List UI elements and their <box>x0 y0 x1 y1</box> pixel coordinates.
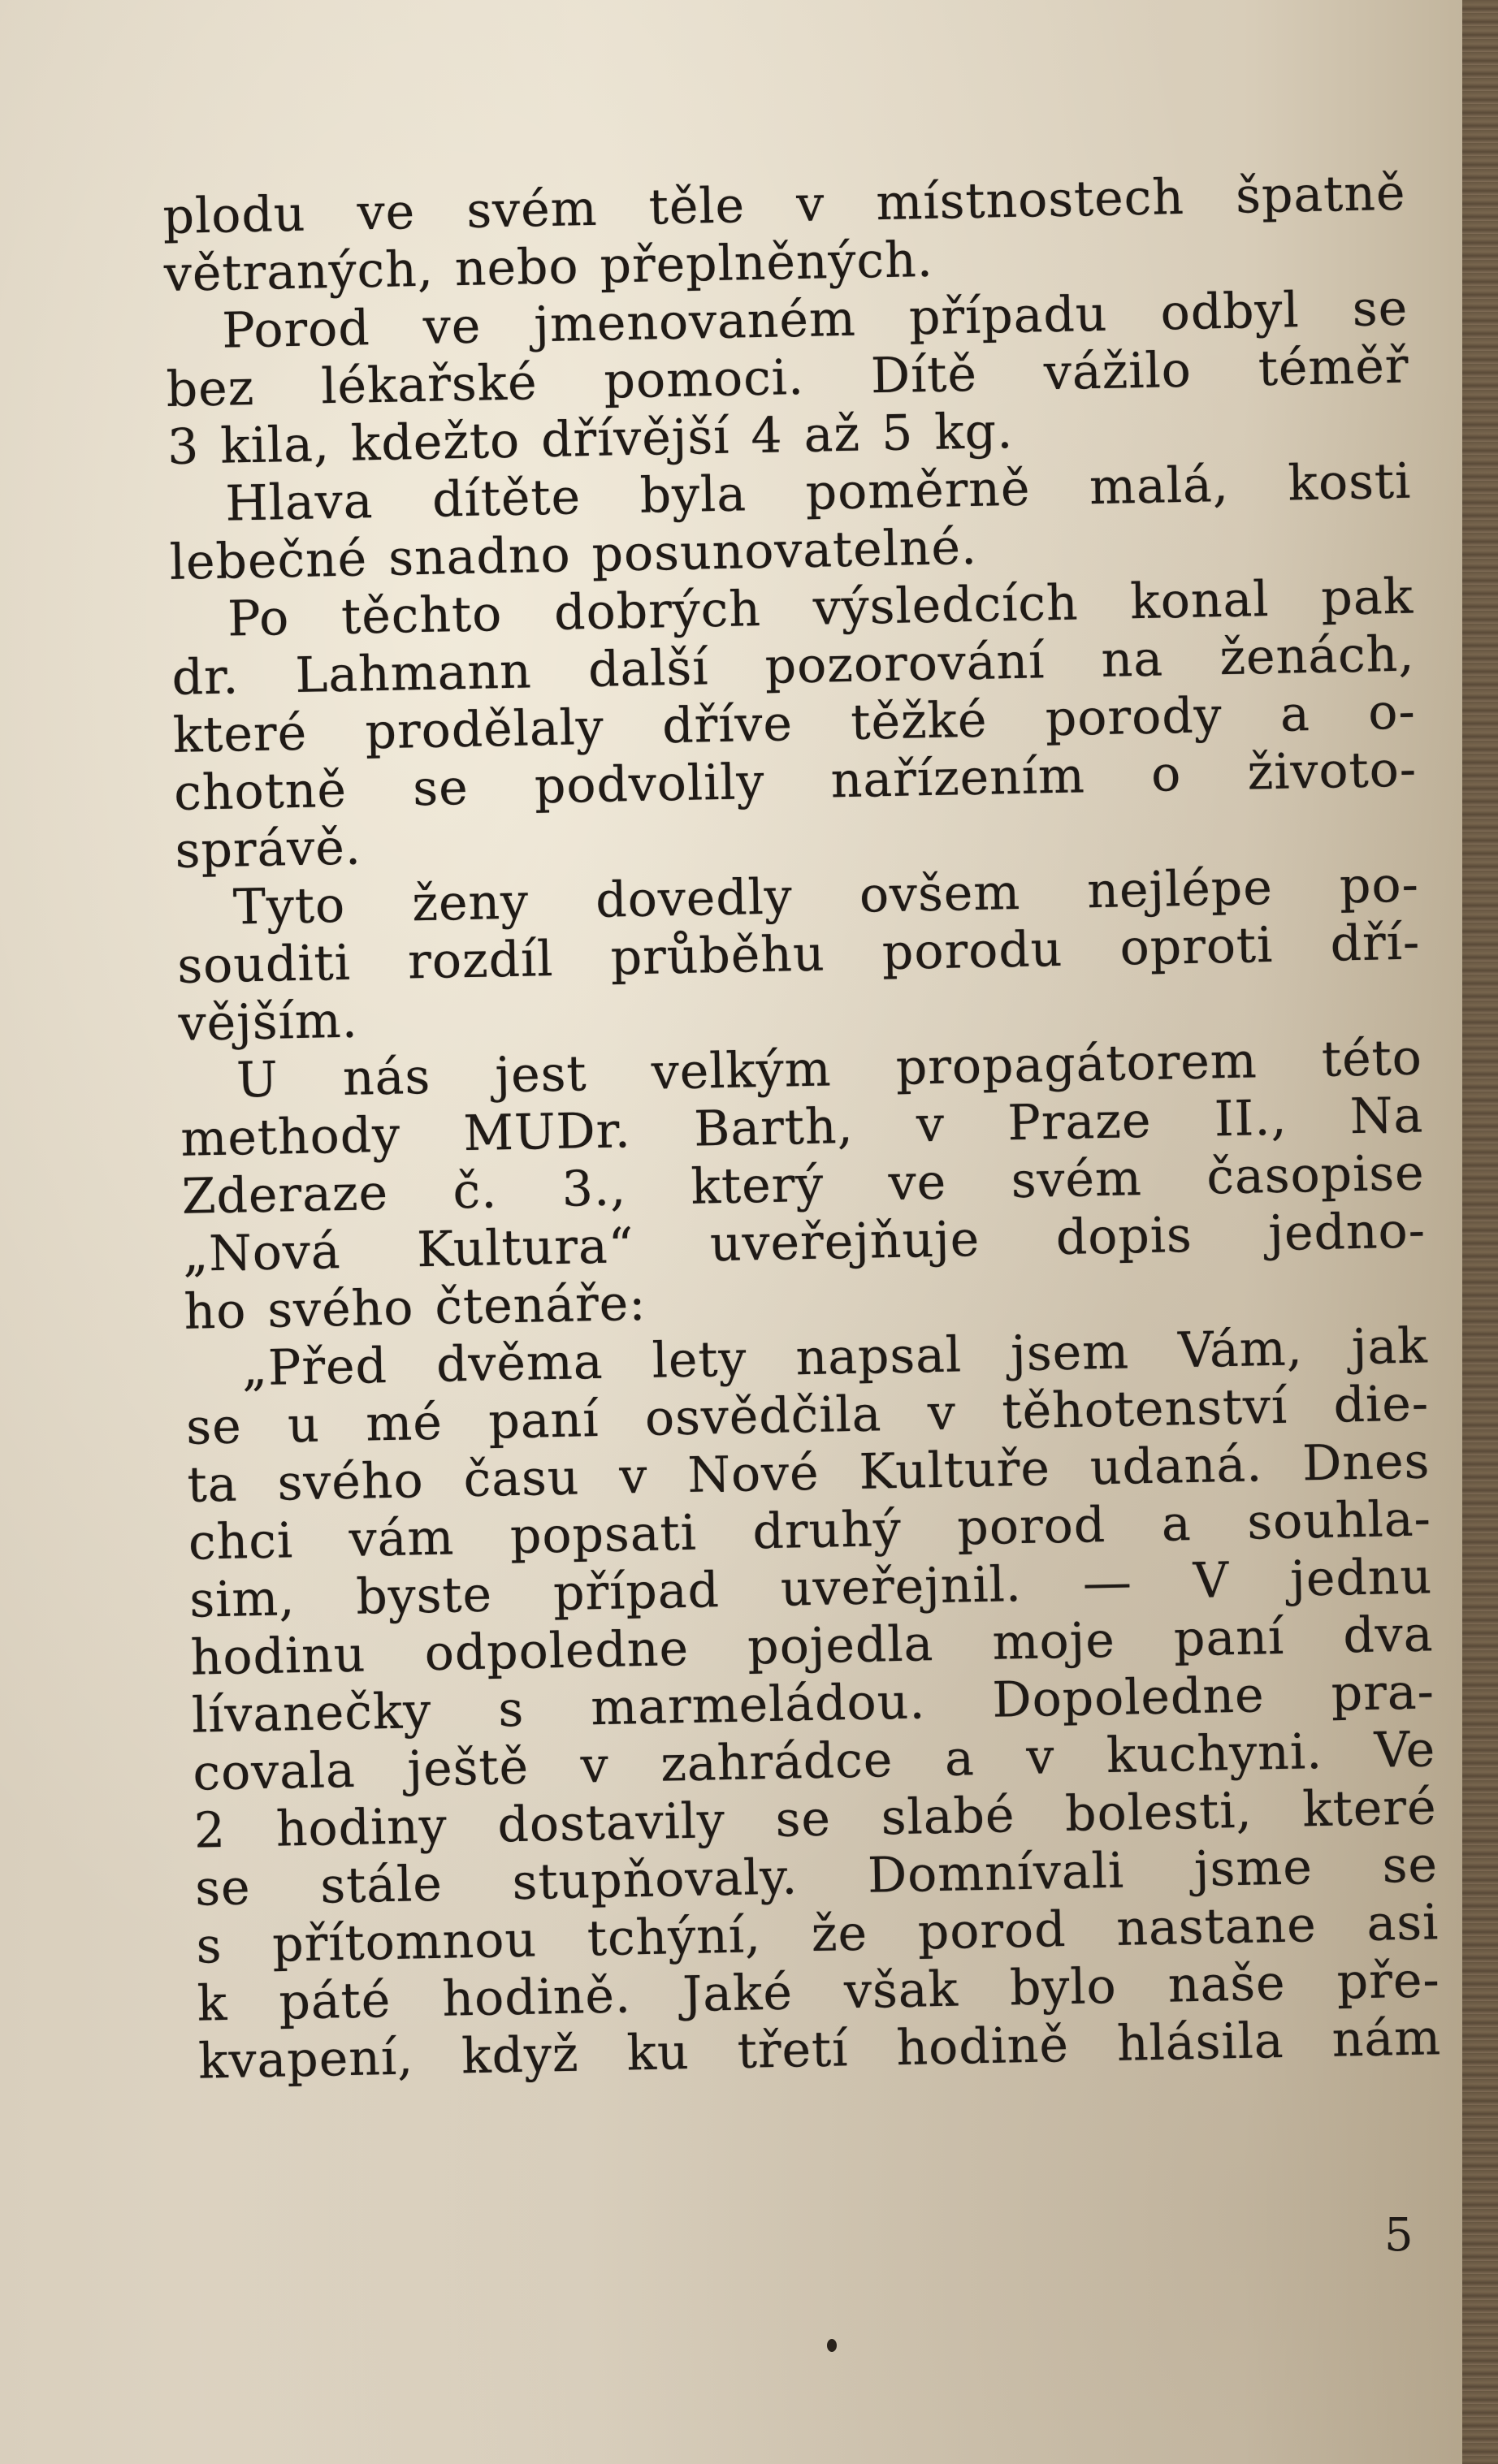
page-edge-stack <box>1462 0 1498 2464</box>
text-line: Zderaze č. 3., který ve svém časopise <box>181 1144 1426 1226</box>
text-line: lívanečky s marmeládou. Dopoledne pra- <box>191 1663 1435 1744</box>
text-line: sim, byste případ uveřejnil. — V jednu <box>188 1548 1433 1629</box>
text-line: 2 hodiny dostavily se slabé bolesti, které <box>193 1779 1438 1860</box>
page-number: 5 <box>1384 2209 1414 2262</box>
text-line: souditi rozdíl průběhu porodu oproti dří- <box>176 914 1421 995</box>
text-line: methody MUDr. Barth, v Praze II., Na <box>180 1087 1424 1168</box>
text-line: plodu ve svém těle v místnostech špatně <box>162 164 1407 245</box>
text-line: dr. Lahmann další pozorování na ženách, <box>171 625 1415 707</box>
text-line: Tyto ženy dovedly ovšem nejlépe po- <box>232 856 1420 936</box>
text-line: hodinu odpoledne pojedla moje paní dva <box>190 1606 1435 1687</box>
text-line: k páté hodině. Jaké však bylo naše pře- <box>197 1952 1441 2033</box>
paper-speck <box>827 2339 837 2352</box>
text-line: bez lékařské pomoci. Dítě vážilo téměř <box>166 337 1410 418</box>
text-line: vějším. <box>178 992 359 1053</box>
text-line: chotně se podvolily nařízením o životo- <box>173 741 1418 822</box>
text-line: kvapení, když ku třetí hodině hlásila nám <box>197 2009 1442 2090</box>
text-line: chci vám popsati druhý porod a souhla- <box>188 1490 1432 1571</box>
text-line: Po těchto dobrých výsledcích konal pak <box>227 568 1414 648</box>
page-text <box>162 165 1442 2091</box>
text-line: lebečné snadno posunovatelné. <box>169 518 978 591</box>
text-line: ho svého čtenáře: <box>183 1274 647 1341</box>
text-line: Porod ve jmenovaném případu odbyl se <box>221 279 1409 360</box>
text-line: Hlava dítěte byla poměrně malá, kosti <box>224 452 1412 533</box>
text-line: se stále stupňovaly. Domnívali jsme se <box>194 1836 1439 1917</box>
text-line: se u mé paní osvědčila v těhotenství die- <box>185 1375 1430 1456</box>
text-line: větraných, nebo přeplněných. <box>163 231 934 303</box>
text-line: 3 kila, kdežto dřívější 4 až 5 kg. <box>167 402 1014 476</box>
text-line: „Nová Kultura“ uveřejňuje dopis jedno- <box>182 1202 1427 1283</box>
text-line: s přítomnou tchýní, že porod nastane asi <box>195 1894 1440 1975</box>
text-line: ta svého času v Nové Kultuře udaná. Dnes <box>186 1433 1431 1514</box>
text-line: správě. <box>174 819 362 880</box>
text-line: covala ještě v zahrádce a v kuchyni. Ve <box>192 1721 1436 1802</box>
text-line: které prodělaly dříve těžké porody a o- <box>172 683 1417 764</box>
text-line: U nás jest velkým propagátorem této <box>236 1029 1423 1109</box>
text-line: „Před dvěma lety napsal jsem Vám, jak <box>241 1317 1429 1398</box>
